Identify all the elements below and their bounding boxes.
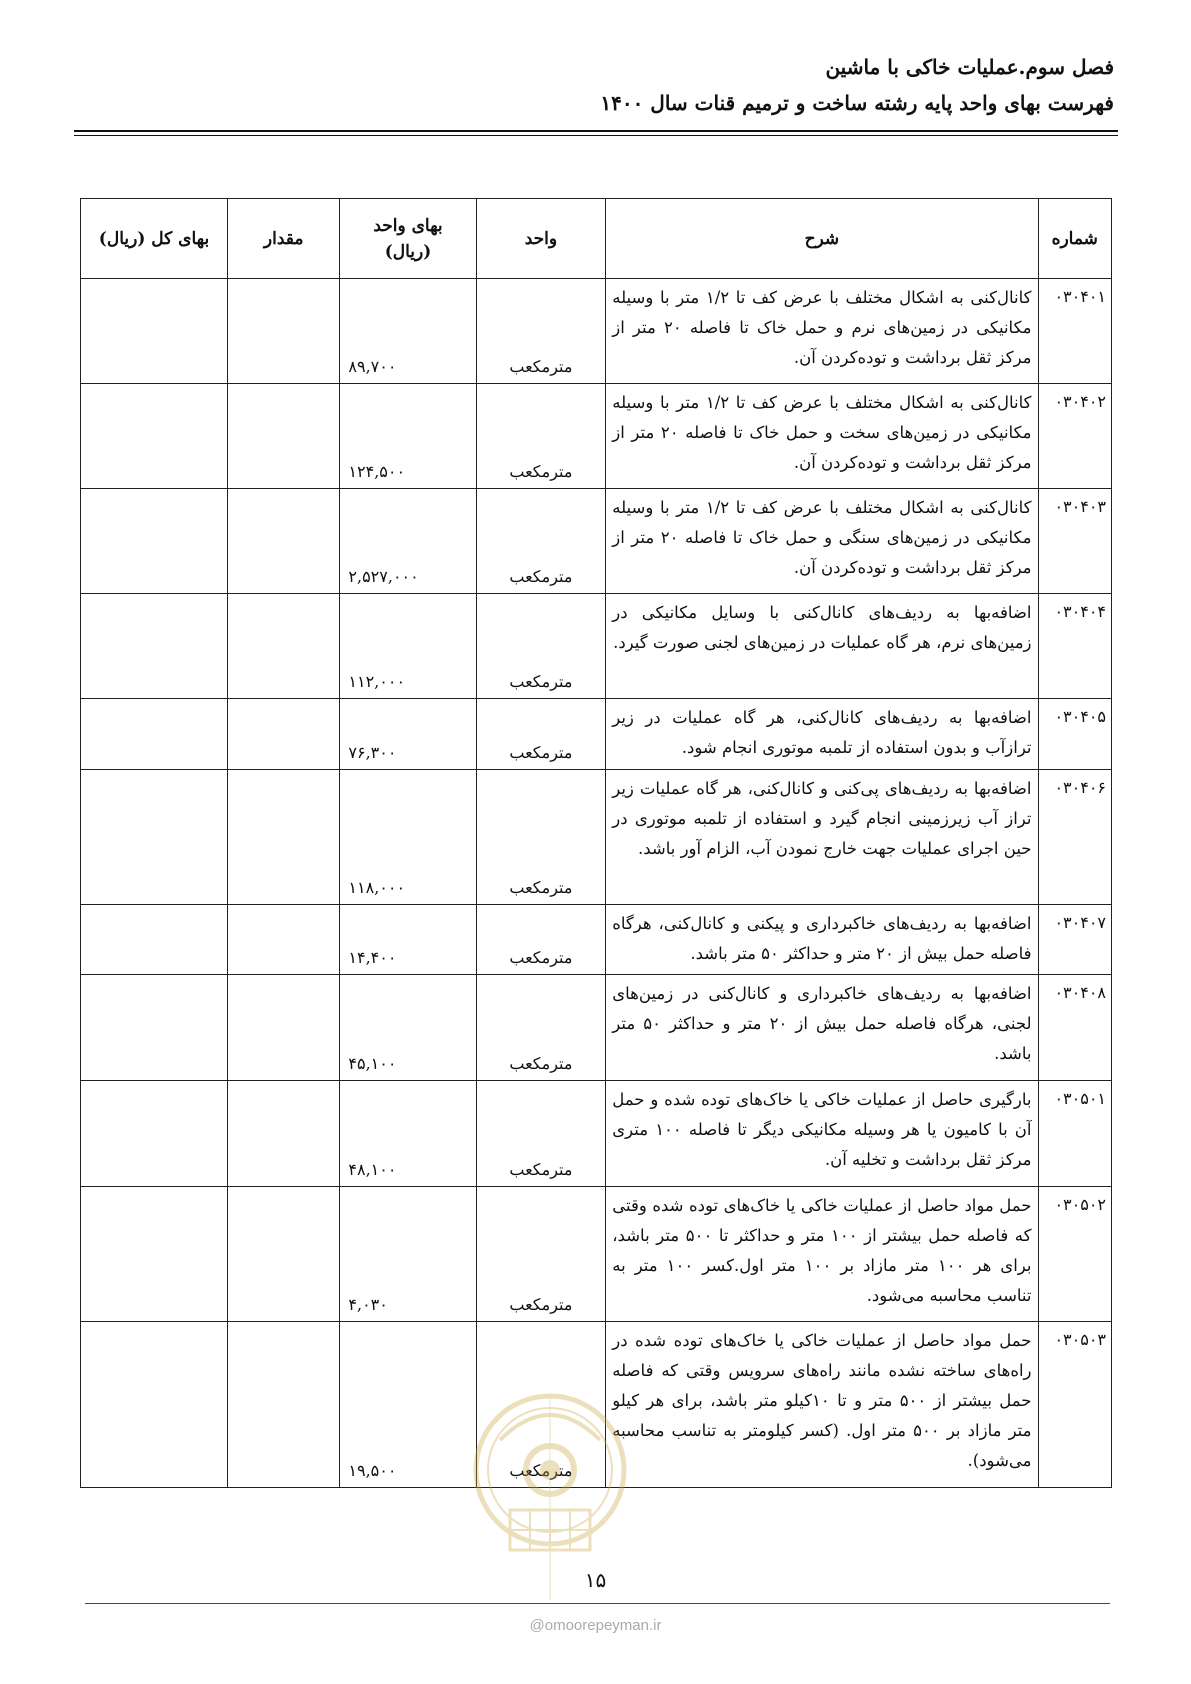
row-unit-price: ۴۵,۱۰۰ (340, 975, 476, 1081)
row-quantity (228, 1187, 340, 1322)
row-description: اضافه‌بها به ردیف‌های کانال‌کنی با وسایل مکانیکی در زمین‌های نرم، هر گاه عملیات در زمین‌های لجنی صورت گیرد. (606, 594, 1038, 699)
row-unit-price: ۴,۰۳۰ (340, 1187, 476, 1322)
row-description: کانال‌کنی به اشکال مختلف با عرض کف تا ۱/۲ متر با وسیله مکانیکی در زمین‌های سخت و حمل خاک تا فاصله ۲۰ متر از مرکز ثقل برداشت و توده‌کردن آن. (606, 384, 1038, 489)
row-quantity (228, 905, 340, 975)
table-row (81, 594, 1112, 699)
chapter-title: فصل سوم.عملیات خاکی با ماشین (825, 55, 1114, 79)
col-header-quantity: مقدار (228, 199, 340, 279)
row-quantity (228, 770, 340, 905)
row-unit-price: ۱۴,۴۰۰ (340, 905, 476, 975)
row-total (81, 1081, 228, 1187)
row-code: ۰۳۰۴۰۴ (1038, 594, 1111, 699)
table-row (81, 489, 1112, 594)
row-total (81, 699, 228, 770)
row-total (81, 384, 228, 489)
row-quantity (228, 489, 340, 594)
row-code: ۰۳۰۵۰۳ (1038, 1322, 1111, 1488)
row-unit: مترمکعب (476, 594, 606, 699)
row-code: ۰۳۰۴۰۱ (1038, 279, 1111, 384)
row-unit: مترمکعب (476, 975, 606, 1081)
row-total (81, 1187, 228, 1322)
row-description: اضافه‌بها به ردیف‌های پی‌کنی و کانال‌کنی، هر گاه عملیات زیر تراز آب زیرزمینی انجام گیرد و استفاده از تلمبه موتوری در حین اجرای عملیات جهت خارج نمودن آب، الزام آور باشد. (606, 770, 1038, 905)
row-quantity (228, 975, 340, 1081)
row-unit-price: ۱۱۲,۰۰۰ (340, 594, 476, 699)
row-description: کانال‌کنی به اشکال مختلف با عرض کف تا ۱/۲ متر با وسیله مکانیکی در زمین‌های سنگی و حمل خاک تا فاصله ۲۰ متر از مرکز ثقل برداشت و توده‌کردن آن. (606, 489, 1038, 594)
row-total (81, 489, 228, 594)
row-description: بارگیری حاصل از عملیات خاکی یا خاک‌های توده شده و حمل آن با کامیون یا هر وسیله مکانیکی دیگر تا فاصله ۱۰۰ متری مرکز ثقل برداشت و تخلیه آن. (606, 1081, 1038, 1187)
table-row (81, 384, 1112, 489)
website-watermark: @omoorepeyman.ir (529, 1617, 662, 1634)
row-quantity (228, 699, 340, 770)
header-rule-thick (74, 130, 1118, 132)
row-quantity (228, 1081, 340, 1187)
row-description: حمل مواد حاصل از عملیات خاکی یا خاک‌های توده شده در راه‌های ساخته نشده مانند راه‌های سرویس وقتی که فاصله حمل بیشتر از ۵۰۰ متر و تا ۱۰کیلو متر باشد، برای هر کیلو متر مازاد بر ۵۰۰ متر اول. (کسر کیلومتر به تناسب محاسبه می‌شود). (606, 1322, 1038, 1488)
row-unit: مترمکعب (476, 1322, 606, 1488)
row-unit-price: ۷۶,۳۰۰ (340, 699, 476, 770)
row-code: ۰۳۰۴۰۵ (1038, 699, 1111, 770)
row-quantity (228, 594, 340, 699)
row-total (81, 594, 228, 699)
page-number: ۱۵ (584, 1568, 607, 1592)
row-total (81, 279, 228, 384)
table-row (81, 1081, 1112, 1187)
header-rule-thin (74, 135, 1118, 136)
row-code: ۰۳۰۵۰۱ (1038, 1081, 1111, 1187)
row-code: ۰۳۰۴۰۳ (1038, 489, 1111, 594)
row-unit-price: ۱۱۸,۰۰۰ (340, 770, 476, 905)
row-total (81, 770, 228, 905)
table-row (81, 975, 1112, 1081)
row-total (81, 975, 228, 1081)
row-unit: مترمکعب (476, 699, 606, 770)
footer-rule (85, 1603, 1110, 1604)
table-row (81, 1187, 1112, 1322)
row-unit-price: ۱۹,۵۰۰ (340, 1322, 476, 1488)
row-code: ۰۳۰۴۰۶ (1038, 770, 1111, 905)
row-description: اضافه‌بها به ردیف‌های خاکبرداری و پیکنی و کانال‌کنی، هرگاه فاصله حمل بیش از ۲۰ متر و حداکثر ۵۰ متر باشد. (606, 905, 1038, 975)
row-quantity (228, 384, 340, 489)
document-subtitle: فهرست بهای واحد پایه رشته ساخت و ترمیم قنات سال ۱۴۰۰ (600, 91, 1114, 115)
table-row (81, 770, 1112, 905)
row-unit-price: ۲,۵۲۷,۰۰۰ (340, 489, 476, 594)
row-description: کانال‌کنی به اشکال مختلف با عرض کف تا ۱/۲ متر با وسیله مکانیکی در زمین‌های نرم و حمل خاک تا فاصله ۲۰ متر از مرکز ثقل برداشت و توده‌کردن آن. (606, 279, 1038, 384)
table-row (81, 905, 1112, 975)
table-row (81, 279, 1112, 384)
row-unit: مترمکعب (476, 1187, 606, 1322)
col-header-total: بهای کل (ریال) (81, 199, 228, 279)
row-code: ۰۳۰۵۰۲ (1038, 1187, 1111, 1322)
row-description: حمل مواد حاصل از عملیات خاکی یا خاک‌های توده شده وقتی که فاصله حمل بیشتر از ۱۰۰ متر و حداکثر تا ۵۰۰ متر باشد، برای هر ۱۰۰ متر مازاد بر ۱۰۰ متر اول.کسر ۱۰۰ متر به تناسب محاسبه می‌شود. (606, 1187, 1038, 1322)
row-unit: مترمکعب (476, 279, 606, 384)
row-unit: مترمکعب (476, 1081, 606, 1187)
row-unit-price: ۸۹,۷۰۰ (340, 279, 476, 384)
table-row (81, 699, 1112, 770)
row-quantity (228, 1322, 340, 1488)
table-header-row (81, 199, 1112, 279)
row-description: اضافه‌بها به ردیف‌های کانال‌کنی، هر گاه عملیات در زیر ترازآب و بدون استفاده از تلمبه موتوری انجام شود. (606, 699, 1038, 770)
col-header-description: شرح (606, 199, 1038, 279)
col-header-unit: واحد (476, 199, 606, 279)
price-table (80, 198, 1112, 1488)
row-total (81, 905, 228, 975)
row-unit-price: ۱۲۴,۵۰۰ (340, 384, 476, 489)
row-unit-price: ۴۸,۱۰۰ (340, 1081, 476, 1187)
row-code: ۰۳۰۴۰۸ (1038, 975, 1111, 1081)
row-code: ۰۳۰۴۰۷ (1038, 905, 1111, 975)
row-unit: مترمکعب (476, 384, 606, 489)
col-header-unit-price (340, 199, 476, 279)
row-description: اضافه‌بها به ردیف‌های خاکبرداری و کانال‌کنی در زمین‌های لجنی، هرگاه فاصله حمل بیش از ۲۰ متر و حداکثر ۵۰ متر باشد. (606, 975, 1038, 1081)
table-row (81, 1322, 1112, 1488)
row-quantity (228, 279, 340, 384)
col-header-unit-price-label: بهای واحد (373, 215, 443, 236)
row-unit: مترمکعب (476, 905, 606, 975)
col-header-code: شماره (1038, 199, 1111, 279)
col-header-unit-price-currency: (ریال) (384, 241, 432, 262)
page-header (78, 52, 1114, 118)
row-total (81, 1322, 228, 1488)
row-unit: مترمکعب (476, 770, 606, 905)
row-code: ۰۳۰۴۰۲ (1038, 384, 1111, 489)
row-unit: مترمکعب (476, 489, 606, 594)
